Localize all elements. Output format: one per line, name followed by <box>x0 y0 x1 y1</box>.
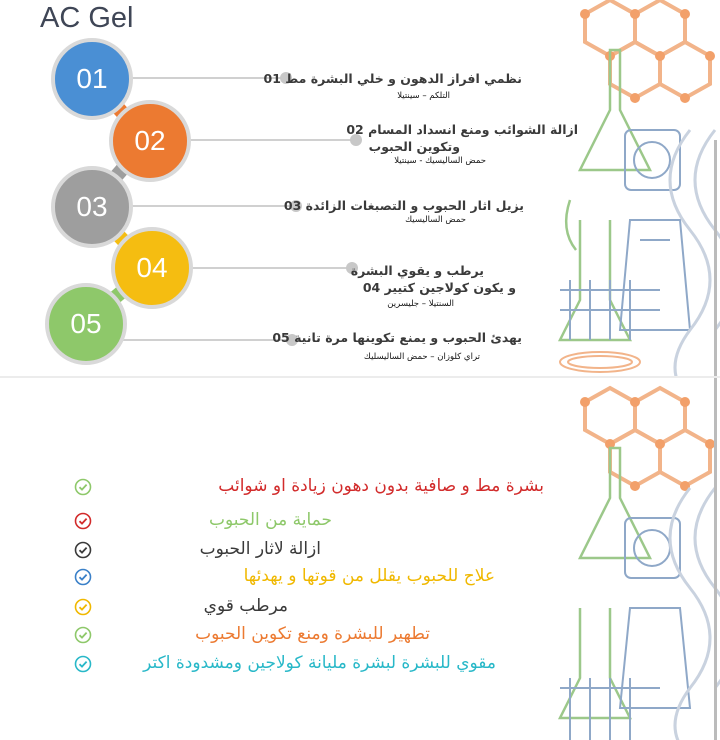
step-04-title-line2: و يكون كولاجين كتيير 04 <box>362 280 516 295</box>
benefit-text: تطهير للبشرة ومنع تكوين الحبوب <box>195 624 430 644</box>
product-title: AC Gel <box>40 2 134 34</box>
benefit-item <box>74 566 544 592</box>
step-05-connector <box>118 339 292 341</box>
check-circle-icon <box>74 655 92 673</box>
step-05-title: يهدئ الحبوب و يمنع تكوينها مرة تانية 05 <box>272 330 522 345</box>
step-04-circle: 04 <box>111 227 193 309</box>
benefits-panel <box>0 378 720 740</box>
step-04-sub: السنتيلا – جليسرين <box>387 299 454 309</box>
check-circle-icon <box>74 598 92 616</box>
step-01-connector <box>120 77 286 79</box>
benefit-text: بشرة مط و صافية بدون دهون زيادة او شوائب <box>218 476 544 496</box>
step-04-connector <box>180 267 352 269</box>
step-05-sub: تراي كلوزان – حمض الساليسليك <box>363 352 480 362</box>
check-circle-icon <box>74 626 92 644</box>
check-circle-icon <box>74 478 92 496</box>
benefit-text: علاج للحبوب يقلل من قوتها و يهدئها <box>243 566 495 586</box>
step-05-circle: 05 <box>45 283 127 365</box>
benefit-item <box>74 596 544 622</box>
step-02-sub: حمض الساليسيك - سينتيلا <box>394 156 486 166</box>
check-circle-icon <box>74 541 92 559</box>
benefit-item <box>74 539 544 565</box>
lab-illustration <box>540 0 720 376</box>
step-03-connector <box>120 205 296 207</box>
benefit-item <box>74 510 544 536</box>
step-04-title: يرطب و يقوي البشرة <box>350 263 484 278</box>
benefit-text: مقوي للبشرة لبشرة مليانة كولاجين ومشدودة اكتر <box>143 653 496 673</box>
step-03-title: يزيل اثار الحبوب و التصبغات الزائدة 03 <box>283 198 524 213</box>
step-03-sub: حمض الساليسيك <box>405 215 466 225</box>
step-02-circle: 02 <box>109 100 191 182</box>
step-02-title: ازالة الشوائب ومنع انسداد المسام 02 <box>346 122 578 137</box>
step-02-title-line2: وتكوين الحبوب <box>368 139 460 154</box>
benefit-item <box>74 653 544 679</box>
step-03-circle: 03 <box>51 166 133 248</box>
step-01-sub: التلكم – سينتيلا <box>397 91 450 101</box>
check-circle-icon <box>74 512 92 530</box>
check-circle-icon <box>74 568 92 586</box>
benefit-text: مرطب قوي <box>203 596 288 616</box>
benefit-text: ازالة لاثار الحبوب <box>199 539 321 559</box>
benefit-item <box>74 624 544 650</box>
benefit-item <box>74 476 544 502</box>
step-01-title: نظمي افراز الدهون و خلي البشرة مط 01 <box>263 71 522 86</box>
step-02-connector <box>180 139 356 141</box>
step-01-circle: 01 <box>51 38 133 120</box>
benefit-text: حماية من الحبوب <box>208 510 332 530</box>
lab-illustration-2 <box>540 378 720 740</box>
